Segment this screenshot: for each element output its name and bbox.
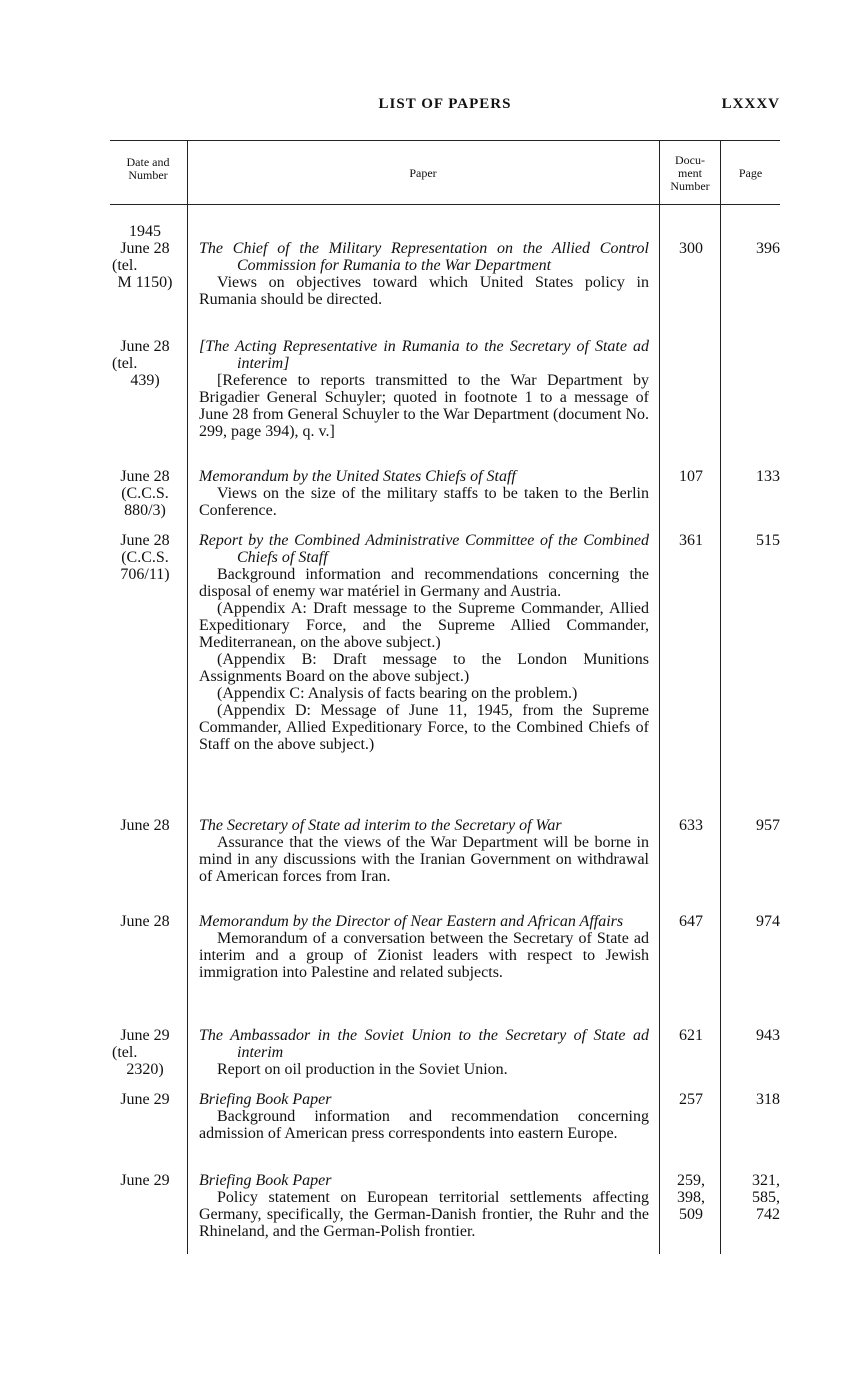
entry-date [110,338,180,389]
date-line: June 28 [120,817,170,834]
entry-paper [199,532,649,753]
date-line: 880/3) [124,502,166,519]
paper-appendix: (Appendix A: Draft message to the Supreme Commander, Allied Expeditionary Force, and the Supreme Allied Commander, Mediterranean, on the above subject.) [199,600,649,651]
document-number: 107 [679,468,703,485]
paper-title: [The Acting Representative in Rumania to the Secretary of State ad interim] [199,338,649,372]
date-line: (tel. [112,257,138,274]
paper-appendix: (Appendix C: Analysis of facts bearing on the problem.) [217,685,578,702]
date-line: June 28 [120,532,170,549]
entry-paper [199,1091,649,1142]
date-line: 706/11) [120,566,170,583]
document-number-line: 509 [679,1206,703,1223]
paper-title: Report by the Combined Administrative Committee of the Combined Chiefs of Staff [199,532,649,566]
date-line: June 29 [120,1172,170,1189]
paper-description: [Reference to reports transmitted to the War Department by Brigadier General Schuyler; quoted in footnote 1 to a message of June 28 from General Schuyler to the War Department (document No. 299, page 394), q. v.] [199,372,649,440]
date-line: (tel. [112,355,138,372]
entry-date [110,468,180,519]
page-number: 974 [756,913,780,930]
paper-title: Memorandum by the Director of Near Eastern and African Affairs [199,913,624,930]
column-header-doc-line: Number [670,179,710,193]
column-header-doc-line: ment [678,166,702,180]
entry-date [110,913,180,930]
column-header-date-line: Number [128,168,168,182]
date-line: (C.C.S. [121,549,169,566]
entry-paper [199,338,649,440]
paper-description: Views on objectives toward which United States policy in Rumania should be directed. [199,274,649,308]
date-line: June 28 [120,468,170,485]
entry-date [110,532,180,583]
table-header-rule [110,204,780,205]
column-header-paper: Paper [409,166,437,180]
paper-description: Background information and recommendations concerning the disposal of enemy war matériel in Germany and Austria. [199,566,649,600]
paper-description: Views on the size of the military staffs to be taken to the Berlin Conference. [199,485,649,519]
document-number [662,1172,720,1223]
paper-description: Policy statement on European territorial settlements affecting Germany, specifically, the German-Danish frontier, the Ruhr and the Rhineland, and the German-Polish frontier. [199,1189,649,1240]
paper-title: Briefing Book Paper [199,1172,332,1189]
date-line: M 1150) [117,274,173,291]
entry-paper [199,240,649,308]
document-number-line: 398, [677,1189,705,1206]
entry-date [110,1172,180,1189]
document-number: 633 [679,817,703,834]
date-line: June 29 [120,1091,170,1108]
entry-paper [199,817,649,885]
column-header-date-line: Date and [126,155,170,169]
document-number: 621 [679,1027,703,1044]
entry-date [110,817,180,834]
entry-paper [199,1172,649,1240]
paper-title: The Ambassador in the Soviet Union to the Secretary of State ad interim [199,1027,649,1061]
document-number: 647 [679,913,703,930]
page-number-line: 321, [752,1172,780,1189]
page-number: 318 [756,1091,780,1108]
date-line: June 28 [120,913,170,930]
document-number: 257 [679,1091,703,1108]
paper-title: The Secretary of State ad interim to the Secretary of War [199,817,562,834]
column-divider-date [187,140,188,1254]
running-title: LIST OF PAPERS [378,96,512,112]
column-header-document-number [660,154,720,193]
page-number [722,1172,780,1223]
entry-paper [199,468,649,519]
paper-title: The Chief of the Military Representation on the Allied Control Commission for Rumania to the War Department [199,240,649,274]
column-header-doc-line: Docu- [675,153,705,167]
date-line: June 29 [120,1027,170,1044]
entry-paper [199,1027,649,1078]
paper-title: Memorandum by the United States Chiefs of Staff [199,468,516,485]
date-line: 439) [130,372,160,389]
page-number-line: 742 [756,1206,780,1223]
entry-date [110,1027,180,1078]
column-divider-doc [720,140,721,1254]
date-line: June 28 [120,338,170,355]
page-number: 943 [756,1027,780,1044]
running-head [110,96,780,118]
entry-date [110,223,180,291]
document-number: 300 [679,240,703,257]
date-line: June 28 [120,240,170,257]
paper-appendix: (Appendix B: Draft message to the London Munitions Assignments Board on the above subject.) [199,651,649,685]
entry-date [110,1091,180,1108]
column-header-page: Page [738,166,763,180]
entry-paper [199,913,649,981]
page-folio: LXXXV [721,96,780,112]
date-line: 1945 [129,223,161,240]
page-number: 957 [756,817,780,834]
paper-title: Briefing Book Paper [199,1091,332,1108]
column-divider-paper [659,140,660,1254]
page-number: 515 [756,532,780,549]
paper-appendix: (Appendix D: Message of June 11, 1945, from the Supreme Commander, Allied Expeditionary Force, to the Combined Chiefs of Staff on the above subject.) [199,702,649,753]
table-top-rule [110,140,780,141]
paper-description: Assurance that the views of the War Department will be borne in mind in any discussions with the Iranian Government on withdrawal of American forces from Iran. [199,834,649,885]
paper-description: Memorandum of a conversation between the Secretary of State ad interim and a group of Zionist leaders with respect to Jewish immigration into Palestine and related subjects. [199,930,649,981]
column-header-date [110,156,186,182]
page-number: 133 [756,468,780,485]
page-number: 396 [756,240,780,257]
paper-description: Report on oil production in the Soviet Union. [217,1061,508,1078]
page-number-line: 585, [752,1189,780,1206]
document-number: 361 [679,532,703,549]
date-line: (C.C.S. [121,485,169,502]
date-line: 2320) [126,1061,164,1078]
document-number-line: 259, [677,1172,705,1189]
date-line: (tel. [112,1044,138,1061]
paper-description: Background information and recommendation concerning admission of American press correspondents into eastern Europe. [199,1108,649,1142]
